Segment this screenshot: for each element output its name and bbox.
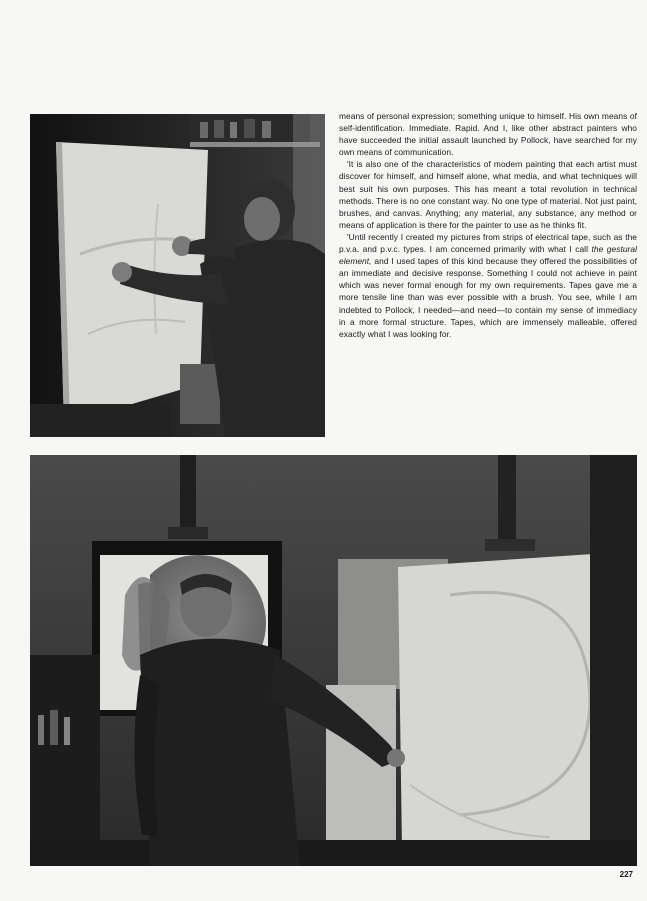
paragraph-3 (339, 231, 637, 340)
paragraph-3-text-b: and I used tapes of this kind because they offered the possibilities of an immediate and decisive response. Something I could not achieve in paint which was never formal enough for my own requirements. Tapes gave me a more tensile line than was ever possible with a brush. You see, while I am indebted to Pollock, I needed—and need—to contain my sense of immediacy in a more formal structure. Tapes, which are immensely malleable, offered exactly what I was looking for. (339, 256, 637, 339)
paragraph-3-text-a: 'Until recently I created my pictures from strips of electrical tape, such as the p.v.a. and p.v.c. types. I am concerned primarily with what I call (339, 231, 637, 255)
paragraph-2: 'It is also one of the characteristics of modern painting that each artist must discover for himself, and himself alone, what media, and what techniques will best suit his own purposes. This has meant a total revolution in technical methods. There is no one constant way. No one type of material. Not just paint, brushes, and canvas. Anything; any material, any substance, any method or means of application is there for the painter to use as he thinks fit. (339, 159, 637, 230)
article-body (339, 110, 637, 340)
photo-artist-in-studio-image (30, 455, 637, 866)
page-number: 227 (619, 870, 633, 879)
photo-artist-at-canvas (30, 114, 325, 437)
paragraph-1: means of personal expression; something unique to himself. His own means of self-identification. Immediate. Rapid. And I, like other abstract painters who have succeeded the initial assault launched by Pollock, have searched for my own means of communication. (339, 111, 637, 158)
paragraph-3-emphasis: the gestural element, (339, 244, 637, 267)
photo-artist-at-canvas-image (30, 114, 325, 437)
photo-artist-in-studio (30, 455, 637, 866)
